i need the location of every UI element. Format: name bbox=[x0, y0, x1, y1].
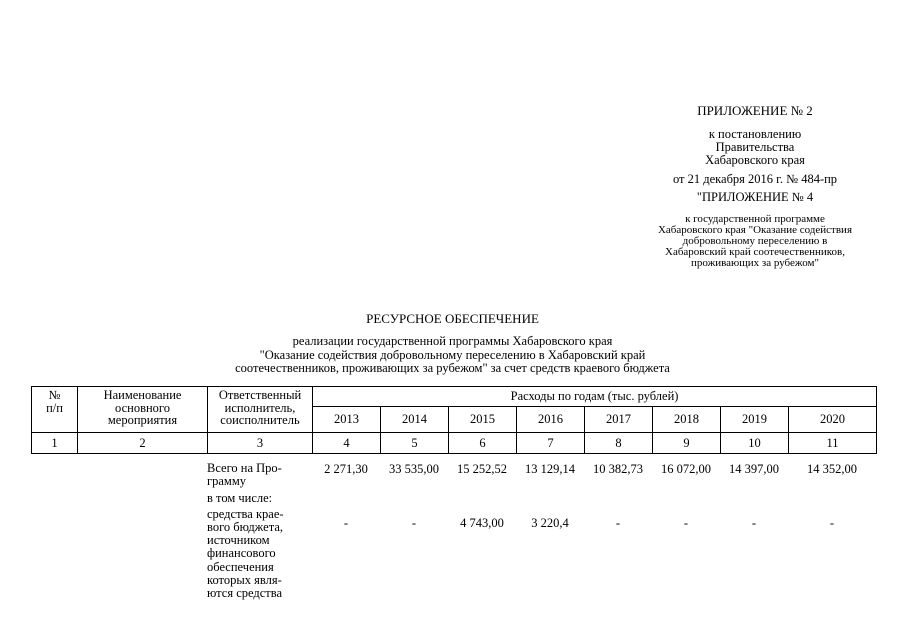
column-number: 2 bbox=[78, 433, 208, 454]
appendix-small-line: Хабаровский край соотечественников, bbox=[665, 246, 845, 259]
total-value: 16 072,00 bbox=[661, 462, 711, 476]
header-year: 2014 bbox=[381, 407, 449, 433]
column-number: 5 bbox=[381, 433, 449, 454]
column-number: 8 bbox=[585, 433, 653, 454]
row-label-total: Всего на Про- грамму bbox=[207, 461, 282, 489]
appendix-decree-date: от 21 декабря 2016 г. № 484-пр bbox=[672, 172, 838, 187]
appendix-line: Правительства bbox=[715, 139, 795, 154]
header-year: 2016 bbox=[517, 407, 585, 433]
column-number: 11 bbox=[789, 433, 877, 454]
total-value: 14 397,00 bbox=[729, 462, 779, 476]
column-number: 6 bbox=[449, 433, 517, 454]
column-number: 1 bbox=[32, 433, 78, 454]
regional-value: - bbox=[343, 516, 349, 530]
header-year: 2020 bbox=[789, 407, 877, 433]
appendix-header bbox=[620, 104, 890, 269]
header-year: 2017 bbox=[585, 407, 653, 433]
column-number: 9 bbox=[653, 433, 721, 454]
appendix-line: Хабаровского края bbox=[705, 152, 805, 167]
header-activity-name: Наименование основного мероприятия bbox=[78, 387, 208, 433]
regional-value: 4 743,00 bbox=[460, 516, 504, 530]
row-label-including: в том числе: bbox=[207, 491, 273, 505]
header-responsible: Ответственный исполнитель, соисполнитель bbox=[208, 387, 313, 433]
title-main: РЕСУРСНОЕ ОБЕСПЕЧЕНИЕ bbox=[366, 311, 539, 326]
resource-table bbox=[31, 386, 877, 454]
column-number: 10 bbox=[721, 433, 789, 454]
total-value: 14 352,00 bbox=[807, 462, 857, 476]
title-sub-line: "Оказание содействия добровольному переселению в Хабаровский край bbox=[259, 347, 646, 362]
appendix-line: к постановлению bbox=[708, 126, 802, 141]
appendix-number: ПРИЛОЖЕНИЕ № 2 bbox=[697, 103, 813, 118]
title-sub-line: реализации государственной программы Хабаровского края bbox=[292, 334, 613, 348]
appendix-small-line: Хабаровского края "Оказание содействия bbox=[657, 224, 852, 237]
regional-value: - bbox=[683, 516, 689, 530]
regional-value: 3 220,4 bbox=[531, 516, 569, 530]
total-value: 13 129,14 bbox=[525, 462, 575, 476]
appendix-small-line: к государственной программе bbox=[685, 213, 825, 226]
column-number: 4 bbox=[313, 433, 381, 454]
regional-value: - bbox=[615, 516, 621, 530]
row-label-regional: средства крае- вого бюджета, источником финансового обеспечения которых явля- ются средства bbox=[207, 507, 284, 600]
regional-value: - bbox=[411, 516, 417, 530]
total-value: 15 252,52 bbox=[457, 462, 507, 476]
title-sub-line: соотечественников, проживающих за рубежом" за счет средств краевого бюджета bbox=[235, 361, 670, 375]
title-subtitle bbox=[30, 335, 875, 376]
header-year: 2018 bbox=[653, 407, 721, 433]
regional-value: - bbox=[751, 516, 757, 530]
header-year: 2013 bbox=[313, 407, 381, 433]
header-expenses: Расходы по годам (тыс. рублей) bbox=[313, 387, 877, 407]
column-number: 3 bbox=[208, 433, 313, 454]
total-value: 33 535,00 bbox=[389, 462, 439, 476]
appendix-small-line: проживающих за рубежом" bbox=[691, 257, 819, 270]
total-value: 2 271,30 bbox=[324, 462, 368, 476]
appendix-small-line: добровольному переселению в bbox=[682, 235, 828, 248]
appendix-inner-number: "ПРИЛОЖЕНИЕ № 4 bbox=[696, 190, 814, 205]
total-value: 10 382,73 bbox=[593, 462, 643, 476]
header-year: 2019 bbox=[721, 407, 789, 433]
header-number: № п/п bbox=[32, 387, 78, 433]
regional-value: - bbox=[829, 516, 835, 530]
column-number: 7 bbox=[517, 433, 585, 454]
header-year: 2015 bbox=[449, 407, 517, 433]
document-title bbox=[30, 311, 875, 376]
